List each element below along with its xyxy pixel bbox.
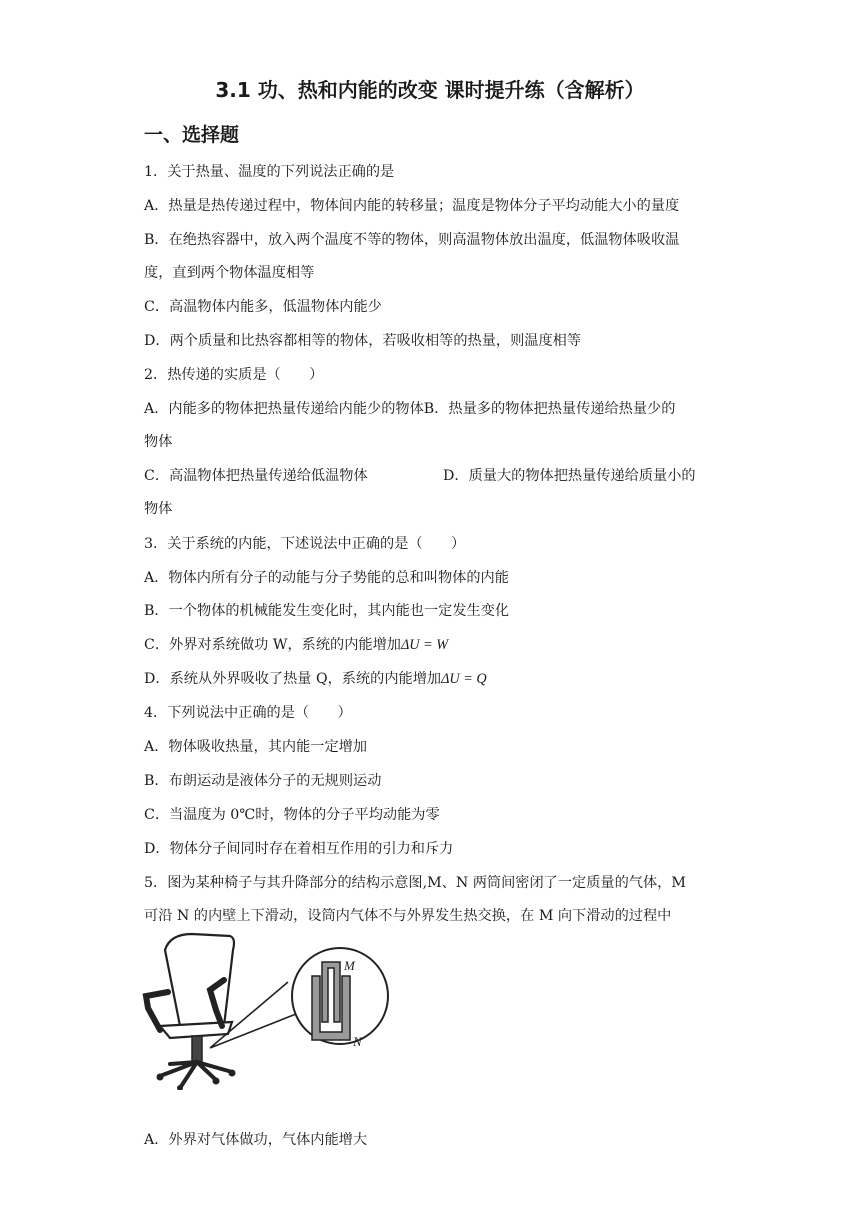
q2-stem: 2．热传递的实质是（ ） (144, 367, 324, 383)
label-m: M (344, 958, 355, 973)
chair-wheel (229, 1070, 236, 1077)
q2-option-d-line1: D．质量大的物体把热量传递给质量小的 (443, 468, 696, 484)
q5-stem-line2: 可沿 N 的内壁上下滑动，设筒内气体不与外界发生热交换，在 M 向下滑动的过程中 (144, 908, 672, 924)
q1-option-d: D．两个质量和比热容都相等的物体，若吸收相等的热量，则温度相等 (144, 333, 582, 349)
chair-column (192, 1036, 202, 1062)
q3-stem: 3．关于系统的内能，下述说法中正确的是（ ） (144, 536, 466, 552)
q2-option-d-line2: 物体 (144, 501, 173, 517)
q1-option-c: C．高温物体内能多，低温物体内能少 (144, 299, 382, 315)
q2-option-ab-line2: 物体 (144, 434, 173, 450)
q5-option-a: A．外界对气体做功，气体内能增大 (144, 1132, 368, 1148)
label-n: N (353, 1034, 362, 1049)
q4-option-c: C．当温度为 0℃时，物体的分子平均动能为零 (144, 807, 440, 823)
q3-option-d-text: D．系统从外界吸收了热量 Q，系统的内能增加 (144, 671, 442, 687)
chair-armrest-left (146, 992, 168, 1030)
chair-diagram (140, 930, 390, 1090)
q4-stem: 4．下列说法中正确的是（ ） (144, 705, 352, 721)
q2-option-cd-row (144, 466, 844, 486)
q5-stem-line1: 5．图为某种椅子与其升降部分的结构示意图,M、N 两筒间密闭了一定质量的气体，M (144, 875, 686, 891)
q3-option-b: B．一个物体的机械能发生变化时，其内能也一定发生变化 (144, 603, 510, 619)
chair-base (160, 1062, 232, 1088)
q3-option-a: A．物体内所有分子的动能与分子势能的总和叫物体的内能 (144, 570, 509, 586)
q2-option-ab-line1: A．内能多的物体把热量传递给内能少的物体B．热量多的物体把热量传递给热量少的 (144, 401, 676, 417)
q3-option-c (144, 635, 448, 655)
q4-option-d: D．物体分子间同时存在着相互作用的引力和斥力 (144, 841, 454, 857)
q1-option-a: A．热量是热传递过程中，物体间内能的转移量；温度是物体分子平均动能大小的量度 (144, 198, 680, 214)
q1-option-b-line1: B．在绝热容器中，放入两个温度不等的物体，则高温物体放出温度，低温物体吸收温 (144, 232, 680, 248)
section-heading: 一、选择题 (144, 124, 240, 146)
page-title: 3.1 功、热和内能的改变 课时提升练（含解析） (215, 78, 645, 102)
chair-wheel (213, 1078, 220, 1085)
q3-option-d (144, 669, 487, 689)
q2-option-c: C．高温物体把热量传递给低温物体 (144, 468, 368, 484)
q3-option-c-formula: ΔU = W (400, 637, 449, 653)
q1-option-b-line2: 度，直到两个物体温度相等 (144, 265, 315, 281)
chair-figure (140, 930, 390, 1090)
q3-option-c-text: C．外界对系统做功 W，系统的内能增加 (144, 637, 401, 653)
q4-option-b: B．布朗运动是液体分子的无规则运动 (144, 773, 382, 789)
chair-wheel (157, 1074, 164, 1081)
q1-stem: 1．关于热量、温度的下列说法正确的是 (144, 164, 395, 180)
q3-option-d-formula: ΔU = Q (441, 671, 487, 687)
q4-option-a: A．物体吸收热量，其内能一定增加 (144, 739, 368, 755)
